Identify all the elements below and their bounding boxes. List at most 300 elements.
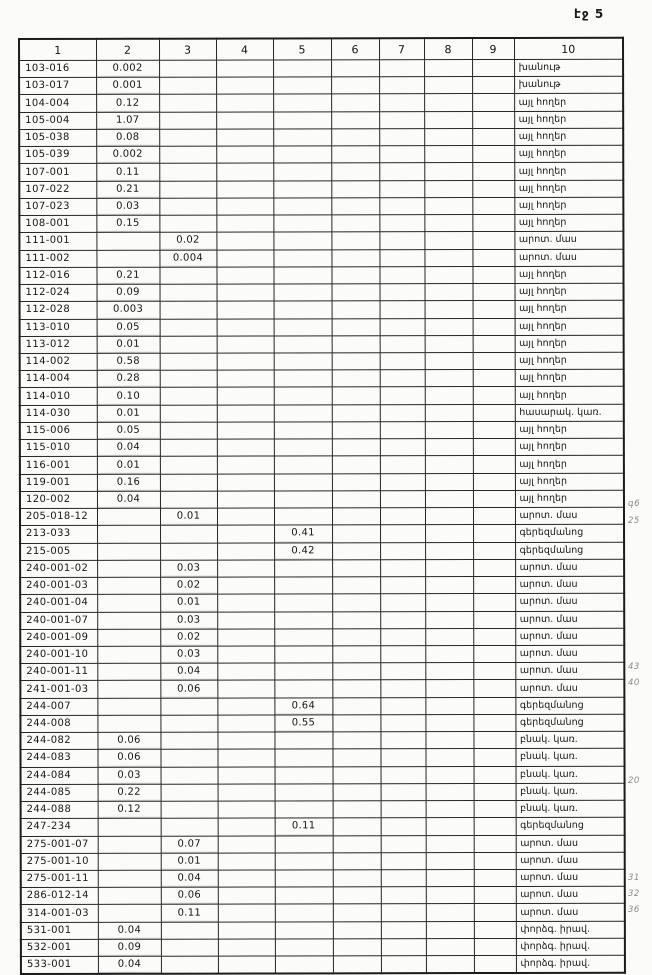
area-col2-cell — [98, 905, 161, 922]
land-use-cell: արոտ. մաս — [516, 852, 625, 869]
area-col5-cell — [274, 560, 332, 577]
area-col5-cell — [273, 215, 331, 232]
land-use-cell: այլ հողեր — [514, 94, 623, 111]
empty-col7-cell — [380, 611, 425, 628]
area-col3-cell — [159, 112, 216, 129]
empty-col8-cell — [424, 146, 472, 163]
area-col3-cell — [160, 405, 217, 422]
area-col2-cell: 0.03 — [98, 767, 161, 784]
empty-col4-cell — [217, 611, 274, 628]
empty-col9-cell — [473, 473, 515, 490]
empty-col9-cell — [472, 59, 514, 76]
table-row — [21, 852, 625, 870]
empty-col6-cell — [332, 542, 380, 559]
empty-col4-cell — [217, 525, 274, 542]
parcel-code-cell: 115-010 — [20, 439, 97, 456]
empty-col8-cell — [425, 525, 473, 542]
empty-col7-cell — [381, 835, 426, 852]
page-number-label: էջ 5 — [574, 7, 605, 21]
parcel-code-cell: 240-001-04 — [20, 595, 97, 612]
table-row — [21, 800, 625, 818]
empty-col6-cell — [332, 370, 380, 387]
empty-col4-cell — [217, 439, 274, 456]
parcel-code-cell: 244-082 — [20, 732, 97, 749]
area-col2-cell — [98, 887, 161, 904]
area-col5-cell — [273, 249, 331, 266]
parcel-code-cell: 112-028 — [20, 302, 97, 319]
area-col2-cell — [97, 698, 160, 715]
table-row — [20, 404, 624, 422]
empty-col4-cell — [217, 749, 274, 766]
empty-col8-cell — [425, 439, 473, 456]
area-col5-cell: 0.11 — [275, 818, 333, 835]
land-use-cell: այլ հողեր — [514, 111, 623, 128]
area-col2-cell: 0.58 — [97, 353, 160, 370]
empty-col4-cell — [216, 250, 273, 267]
land-use-cell: այլ հողեր — [515, 369, 624, 386]
area-col3-cell — [161, 939, 218, 956]
area-col5-cell — [274, 301, 332, 318]
handwritten-margin-mark: 43 — [628, 661, 640, 672]
table-row — [20, 438, 624, 456]
table-row — [20, 335, 624, 353]
area-col3-cell — [160, 353, 217, 370]
empty-col6-cell — [332, 456, 380, 473]
empty-col4-cell — [218, 939, 275, 956]
empty-col8-cell — [426, 956, 474, 974]
empty-col8-cell — [425, 628, 473, 645]
empty-col7-cell — [380, 594, 425, 611]
empty-col9-cell — [473, 370, 515, 387]
empty-col9-cell — [473, 508, 515, 525]
area-col3-cell — [160, 715, 217, 732]
parcel-code-cell: 113-012 — [20, 336, 97, 353]
column-header-8: 8 — [424, 38, 472, 60]
area-col2-cell: 0.06 — [97, 750, 160, 767]
empty-col7-cell — [379, 163, 424, 180]
land-use-cell: արոտ. մաս — [516, 869, 625, 886]
table-row — [20, 645, 624, 663]
area-col2-cell: 0.22 — [98, 784, 161, 801]
table-header-row — [19, 38, 623, 61]
parcel-code-cell: 215-005 — [20, 543, 97, 560]
empty-col4-cell — [216, 267, 273, 284]
area-col5-cell — [274, 387, 332, 404]
table-row — [19, 111, 623, 129]
area-col5-cell — [275, 870, 333, 887]
empty-col6-cell — [332, 663, 380, 680]
table-row — [20, 749, 624, 767]
empty-col7-cell — [380, 353, 425, 370]
table-row — [20, 628, 624, 646]
empty-col9-cell — [474, 783, 516, 800]
land-use-cell: արոտ. մաս — [515, 576, 624, 593]
empty-col4-cell — [217, 284, 274, 301]
empty-col9-cell — [474, 956, 516, 974]
empty-col7-cell — [380, 422, 425, 439]
area-col2-cell — [97, 508, 160, 525]
empty-col8-cell — [425, 732, 473, 749]
column-header-3: 3 — [159, 39, 216, 61]
empty-col7-cell — [380, 749, 425, 766]
parcel-code-cell: 103-017 — [19, 78, 96, 95]
column-header-10: 10 — [514, 38, 623, 60]
area-col3-cell — [161, 956, 218, 974]
empty-col9-cell — [472, 146, 514, 163]
area-col2-cell — [98, 819, 161, 836]
table-row — [19, 214, 623, 232]
land-use-cell: գերեզմանոց — [515, 697, 624, 714]
parcel-code-cell: 275-001-10 — [21, 853, 98, 870]
land-use-cell: արոտ. մաս — [515, 507, 624, 524]
empty-col9-cell — [473, 749, 515, 766]
column-header-2: 2 — [96, 39, 159, 61]
area-col3-cell — [159, 129, 216, 146]
area-col5-cell — [274, 732, 332, 749]
area-col3-cell: 0.01 — [160, 594, 217, 611]
area-col3-cell: 0.04 — [161, 870, 218, 887]
area-col3-cell: 0.02 — [160, 629, 217, 646]
area-col3-cell — [160, 543, 217, 560]
empty-col6-cell — [333, 766, 381, 783]
table-row — [20, 473, 624, 491]
area-col2-cell — [97, 646, 160, 663]
empty-col4-cell — [217, 732, 274, 749]
empty-col8-cell — [425, 335, 473, 352]
land-use-cell: արոտ. մաս — [515, 611, 624, 628]
table-row — [20, 387, 624, 405]
area-col3-cell: 0.02 — [160, 577, 217, 594]
empty-col8-cell — [425, 577, 473, 594]
column-header-9: 9 — [472, 38, 514, 60]
area-col2-cell — [97, 560, 160, 577]
empty-col8-cell — [425, 559, 473, 576]
empty-col6-cell — [332, 473, 380, 490]
empty-col8-cell — [424, 60, 472, 77]
parcel-code-cell: 532-001 — [21, 939, 98, 956]
land-use-cell: գերեզմանոց — [516, 818, 625, 835]
table-row — [20, 662, 624, 680]
parcel-code-cell: 240-001-02 — [20, 560, 97, 577]
empty-col6-cell — [332, 749, 380, 766]
area-col5-cell — [274, 663, 332, 680]
parcel-code-cell: 119-001 — [20, 474, 97, 491]
empty-col6-cell — [332, 404, 380, 421]
area-col3-cell — [159, 60, 216, 77]
empty-col6-cell — [332, 715, 380, 732]
table-row — [20, 421, 624, 439]
parcel-code-cell: 244-085 — [21, 784, 98, 801]
empty-col8-cell — [424, 249, 472, 266]
land-use-cell: բնակ. կառ. — [515, 731, 624, 748]
empty-col8-cell — [426, 801, 474, 818]
area-col2-cell: 0.003 — [97, 301, 160, 318]
parcel-code-cell: 533-001 — [21, 957, 98, 975]
empty-col4-cell — [216, 60, 273, 77]
area-col2-cell — [97, 577, 160, 594]
parcel-code-cell: 240-001-10 — [20, 646, 97, 663]
empty-col9-cell — [474, 801, 516, 818]
empty-col4-cell — [217, 543, 274, 560]
empty-col7-cell — [380, 387, 425, 404]
area-col2-cell: 1.07 — [96, 112, 159, 129]
empty-col6-cell — [331, 267, 379, 284]
empty-col6-cell — [332, 560, 380, 577]
empty-col8-cell — [424, 111, 472, 128]
area-col3-cell: 0.01 — [160, 508, 217, 525]
area-col5-cell: 0.42 — [274, 542, 332, 559]
empty-col6-cell — [333, 784, 381, 801]
empty-col6-cell — [331, 129, 379, 146]
parcel-code-cell: 247-234 — [21, 819, 98, 836]
area-col5-cell — [274, 749, 332, 766]
land-use-cell: այլ հողեր — [515, 335, 624, 352]
area-col2-cell: 0.10 — [97, 388, 160, 405]
land-use-cell: բնակ. կառ. — [515, 749, 624, 766]
land-use-cell: արոտ. մաս — [516, 835, 625, 852]
area-col3-cell: 0.03 — [160, 560, 217, 577]
empty-col9-cell — [472, 77, 514, 94]
area-col5-cell — [273, 146, 331, 163]
empty-col4-cell — [218, 784, 275, 801]
empty-col9-cell — [473, 576, 515, 593]
area-col2-cell: 0.01 — [97, 405, 160, 422]
empty-col7-cell — [381, 766, 426, 783]
table-row — [20, 525, 624, 543]
empty-col8-cell — [424, 77, 472, 94]
handwritten-margin-mark: 25 — [628, 515, 640, 526]
empty-col7-cell — [380, 697, 425, 714]
land-use-cell: այլ հողեր — [515, 301, 624, 318]
column-header-7: 7 — [379, 38, 424, 60]
land-use-cell: բնակ. կառ. — [516, 783, 625, 800]
land-use-cell: արոտ. մաս — [516, 886, 625, 903]
parcel-code-cell: 105-038 — [19, 129, 96, 146]
area-col3-cell — [160, 439, 217, 456]
empty-col7-cell — [380, 525, 425, 542]
empty-col6-cell — [332, 387, 380, 404]
area-col5-cell — [275, 835, 333, 852]
parcel-code-cell: 107-023 — [19, 198, 96, 215]
empty-col4-cell — [217, 301, 274, 318]
area-col3-cell: 0.11 — [161, 905, 218, 922]
empty-col9-cell — [473, 301, 515, 318]
area-col3-cell: 0.06 — [161, 887, 218, 904]
area-col5-cell — [275, 887, 333, 904]
area-col5-cell — [274, 629, 332, 646]
empty-col4-cell — [217, 318, 274, 335]
empty-col9-cell — [473, 559, 515, 576]
empty-col8-cell — [425, 387, 473, 404]
empty-col8-cell — [425, 611, 473, 628]
area-col5-cell — [275, 922, 333, 939]
table-row — [19, 180, 623, 198]
parcel-code-cell: 275-001-07 — [21, 836, 98, 853]
empty-col7-cell — [381, 887, 426, 904]
empty-col4-cell — [217, 422, 274, 439]
empty-col8-cell — [425, 301, 473, 318]
land-use-cell: արոտ. մաս — [515, 680, 624, 697]
empty-col8-cell — [425, 473, 473, 490]
empty-col4-cell — [216, 181, 273, 198]
area-col2-cell: 0.21 — [96, 181, 159, 198]
empty-col7-cell — [381, 939, 426, 956]
empty-col8-cell — [425, 284, 473, 301]
empty-col7-cell — [380, 473, 425, 490]
empty-col8-cell — [425, 646, 473, 663]
column-header-1: 1 — [19, 39, 96, 61]
area-col5-cell — [273, 180, 331, 197]
empty-col4-cell — [216, 77, 273, 94]
parcel-code-cell: 205-018-12 — [20, 508, 97, 525]
empty-col7-cell — [380, 508, 425, 525]
land-use-cell: այլ հողեր — [515, 473, 624, 490]
area-col3-cell — [160, 749, 217, 766]
empty-col8-cell — [424, 163, 472, 180]
area-col2-cell: 0.15 — [96, 215, 159, 232]
empty-col6-cell — [331, 180, 379, 197]
area-col5-cell — [273, 60, 331, 77]
area-col5-cell — [275, 784, 333, 801]
land-use-cell: արոտ. մաս — [515, 559, 624, 576]
empty-col4-cell — [218, 853, 275, 870]
area-col5-cell — [274, 439, 332, 456]
empty-col7-cell — [381, 801, 426, 818]
empty-col7-cell — [380, 663, 425, 680]
area-col3-cell — [160, 698, 217, 715]
area-col3-cell — [159, 95, 216, 112]
area-col5-cell: 0.55 — [274, 715, 332, 732]
land-use-cell: այլ հողեր — [515, 456, 624, 473]
table-row — [19, 145, 623, 163]
table-row — [21, 921, 625, 939]
area-col5-cell — [275, 904, 333, 921]
area-col2-cell: 0.05 — [97, 319, 160, 336]
empty-col8-cell — [425, 542, 473, 559]
empty-col6-cell — [333, 818, 381, 835]
empty-col9-cell — [474, 766, 516, 783]
empty-col9-cell — [472, 111, 514, 128]
parcel-code-cell: 241-001-03 — [20, 681, 97, 698]
table-row — [20, 490, 624, 508]
empty-col6-cell — [332, 439, 380, 456]
land-use-cell: այլ հողեր — [515, 352, 624, 369]
land-use-cell: արոտ. մաս — [515, 593, 624, 610]
parcel-code-cell: 103-016 — [19, 60, 96, 77]
parcel-code-cell: 104-004 — [19, 95, 96, 112]
table-row — [19, 232, 623, 250]
area-col3-cell — [159, 146, 216, 163]
parcel-code-cell: 112-016 — [19, 267, 96, 284]
empty-col9-cell — [472, 215, 514, 232]
empty-col4-cell — [217, 663, 274, 680]
empty-col4-cell — [216, 163, 273, 180]
empty-col7-cell — [381, 852, 426, 869]
empty-col6-cell — [332, 353, 380, 370]
area-col2-cell — [97, 681, 160, 698]
parcel-code-cell: 213-033 — [20, 526, 97, 543]
area-col2-cell — [97, 526, 160, 543]
area-col3-cell — [160, 284, 217, 301]
empty-col6-cell — [332, 732, 380, 749]
empty-col6-cell — [332, 680, 380, 697]
area-col5-cell — [273, 94, 331, 111]
empty-col8-cell — [424, 128, 472, 145]
parcel-code-cell: 240-001-11 — [20, 664, 97, 681]
land-use-cell: փորձգ. իրավ. — [516, 955, 625, 973]
empty-col4-cell — [216, 198, 273, 215]
empty-col6-cell — [333, 921, 381, 938]
empty-col6-cell — [332, 594, 380, 611]
table-row — [20, 318, 624, 336]
parcel-code-cell: 115-006 — [20, 422, 97, 439]
empty-col4-cell — [216, 146, 273, 163]
empty-col4-cell — [218, 904, 275, 921]
empty-col4-cell — [218, 801, 275, 818]
empty-col9-cell — [472, 163, 514, 180]
table-row — [21, 783, 625, 801]
empty-col4-cell — [217, 680, 274, 697]
empty-col4-cell — [216, 112, 273, 129]
empty-col7-cell — [380, 680, 425, 697]
handwritten-margin-mark: 20 — [628, 775, 640, 786]
table-row — [19, 94, 623, 112]
empty-col6-cell — [331, 146, 379, 163]
empty-col4-cell — [217, 594, 274, 611]
empty-col9-cell — [474, 904, 516, 921]
empty-col6-cell — [331, 198, 379, 215]
table-row — [21, 886, 625, 904]
area-col2-cell: 0.002 — [96, 60, 159, 77]
area-col3-cell — [160, 525, 217, 542]
parcel-code-cell: 275-001-11 — [21, 870, 98, 887]
empty-col9-cell — [473, 542, 515, 559]
empty-col6-cell — [333, 904, 381, 921]
empty-col4-cell — [217, 508, 274, 525]
empty-col7-cell — [379, 249, 424, 266]
table-body — [19, 59, 625, 974]
table-row — [21, 869, 625, 887]
empty-col4-cell — [217, 405, 274, 422]
area-col3-cell: 0.03 — [160, 646, 217, 663]
empty-col7-cell — [380, 284, 425, 301]
area-col2-cell — [98, 836, 161, 853]
empty-col6-cell — [333, 887, 381, 904]
area-col2-cell — [96, 250, 159, 267]
area-col3-cell — [159, 215, 216, 232]
empty-col4-cell — [218, 956, 275, 974]
empty-col7-cell — [379, 215, 424, 232]
area-col2-cell — [97, 629, 160, 646]
empty-col8-cell — [425, 318, 473, 335]
area-col5-cell: 0.41 — [274, 525, 332, 542]
empty-col7-cell — [381, 870, 426, 887]
land-use-cell: այլ հողեր — [515, 318, 624, 335]
parcel-code-cell: 244-007 — [20, 698, 97, 715]
area-col5-cell: 0.64 — [274, 698, 332, 715]
empty-col7-cell — [380, 439, 425, 456]
empty-col7-cell — [380, 318, 425, 335]
area-col2-cell: 0.06 — [97, 732, 160, 749]
area-col2-cell: 0.05 — [97, 422, 160, 439]
area-col3-cell — [160, 732, 217, 749]
empty-col8-cell — [426, 870, 474, 887]
parcel-code-cell: 105-004 — [19, 112, 96, 129]
area-col5-cell — [274, 680, 332, 697]
empty-col4-cell — [218, 922, 275, 939]
area-col2-cell — [97, 663, 160, 680]
empty-col8-cell — [425, 680, 473, 697]
